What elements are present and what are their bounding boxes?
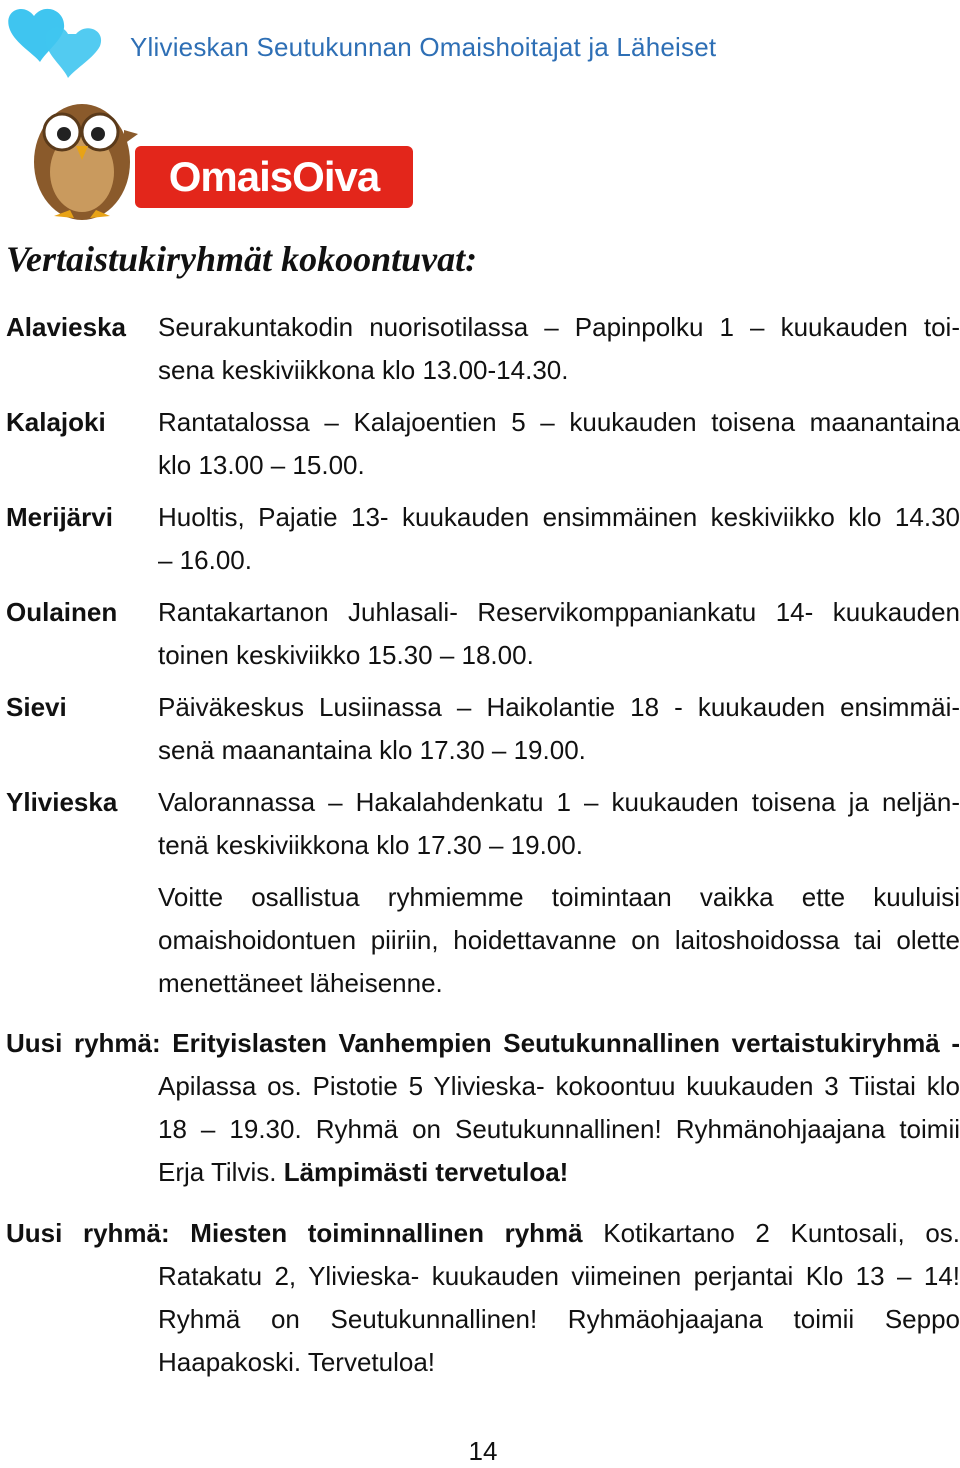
new-group-heading: Uusi ryhmä: Miesten toiminnallinen ryhmä Kotikartano 2 Kuntosali, os. — [6, 1218, 960, 1248]
town-name: Sievi — [6, 692, 67, 722]
group-description: Valorannassa – Hakalahdenkatu 1 – kuukauden toisena ja neljän- tenä keskiviikkona klo 17.30 – 19.00. — [158, 787, 960, 860]
page-number: 14 — [468, 1436, 498, 1466]
page-title: Vertaistukiryhmät kokoontuvat: — [6, 239, 478, 279]
group-description: Huoltis, Pajatie 13- kuukauden ensimmäinen keskiviikko klo 14.30 – 16.00. — [158, 502, 960, 575]
town-name: Alavieska — [6, 312, 126, 342]
town-name: Merijärvi — [6, 502, 113, 532]
group-description: Rantakartanon Juhlasali- Reservikomppaniankatu 14- kuukauden toinen keskiviikko 15.30 – 18.00. — [158, 597, 960, 670]
group-description: Seurakuntakodin nuorisotilassa – Papinpolku 1 – kuukauden toi- sena keskiviikkona klo 13.00-14.30. — [158, 312, 960, 385]
new-group-announcement — [6, 1022, 960, 1194]
new-group-details: Ratakatu 2, Ylivieska- kuukauden viimeinen perjantai Klo 13 – 14! Ryhmä on Seutukunnallinen! Ryhmäohjaajana toimii Seppo Haapakoski. Tervetuloa! — [158, 1261, 960, 1377]
organization-name: Ylivieskan Seutukunnan Omaishoitajat ja Läheiset — [130, 32, 717, 62]
new-group-announcement — [6, 1212, 960, 1384]
town-name: Oulainen — [6, 597, 118, 627]
town-name: Ylivieska — [6, 787, 118, 817]
town-name: Kalajoki — [6, 407, 106, 437]
logo-wordmark: OmaisOiva — [135, 146, 413, 208]
info-paragraph: Voitte osallistua ryhmiemme toimintaan vaikka ette kuuluisi omaishoidontuen piiriin, hoidettavanne on laitoshoidossa tai olette menettäneet läheisenne. — [158, 882, 960, 998]
welcome-text: Lämpimästi tervetuloa! — [283, 1157, 569, 1187]
page-header — [0, 0, 960, 90]
hearts-icon — [6, 4, 106, 84]
group-description: Päiväkeskus Lusiinassa – Haikolantie 18 - kuukauden ensimmäi- senä maanantaina klo 17.30 – 19.00. — [158, 692, 960, 765]
group-description: Rantatalossa – Kalajoentien 5 – kuukauden toisena maanantaina klo 13.00 – 15.00. — [158, 407, 960, 480]
new-group-heading: Uusi ryhmä: Erityislasten Vanhempien Seutukunnallinen vertaistukiryhmä - — [6, 1028, 960, 1058]
new-group-details: Apilassa os. Pistotie 5 Ylivieska- kokoontuu kuukauden 3 Tiistai klo 18 – 19.30. Ryhmä on Seutukunnallinen! Ryhmänohjaajana toimii Erja Tilvis. Lämpimästi tervetuloa! — [158, 1071, 960, 1187]
